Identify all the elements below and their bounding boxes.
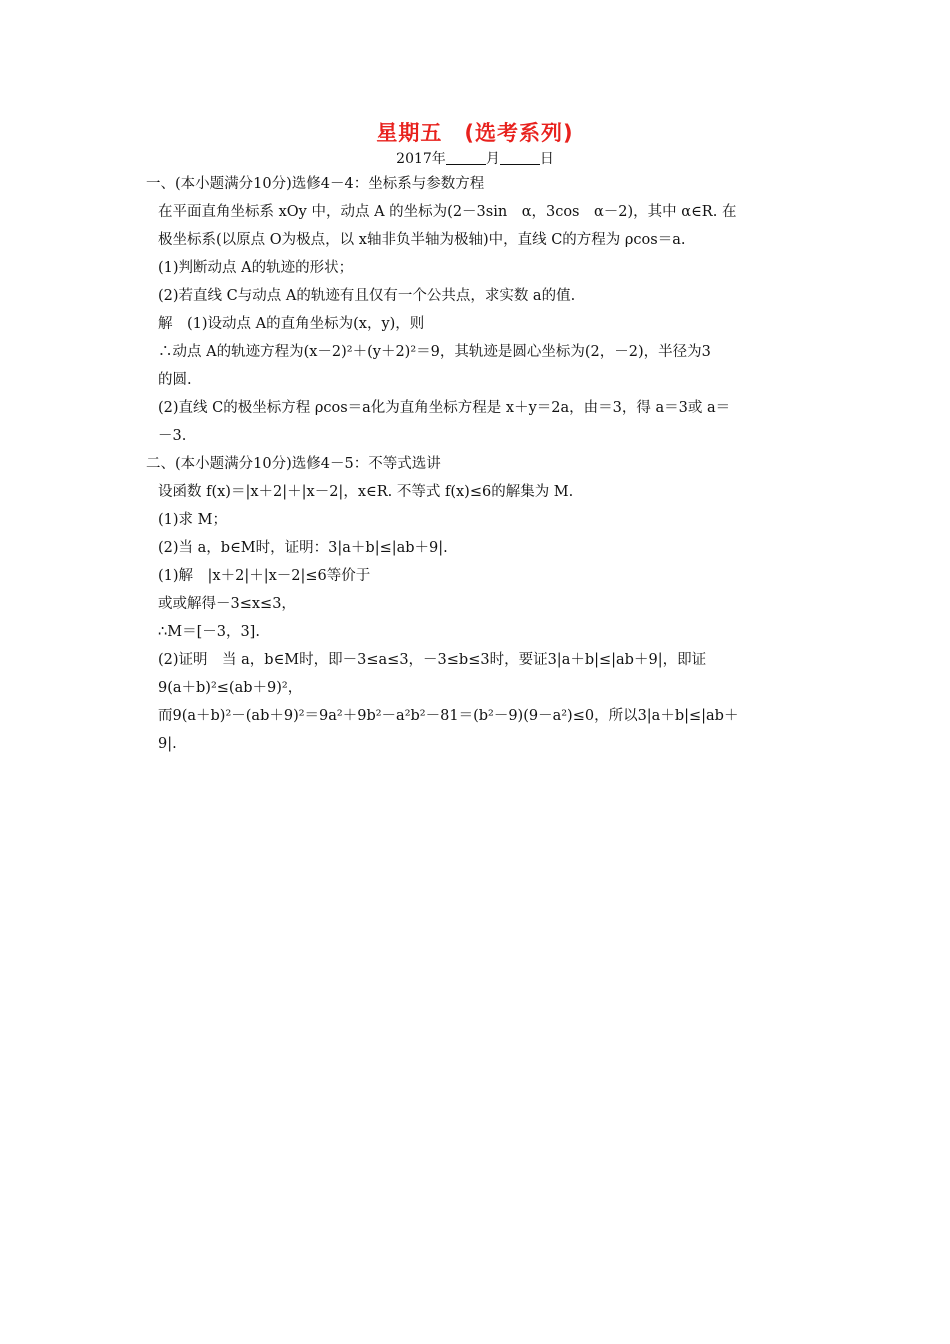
section1-heading: 一、(本小题满分10分)选修4－4：坐标系与参数方程 [146, 176, 485, 192]
section2-line: (1)求 M； [158, 512, 227, 528]
section1-line: (2)若直线 C与动点 A的轨迹有且仅有一个公共点，求实数 a的值. [158, 288, 576, 304]
section1-line: ∴动点 A的轨迹方程为(x－2)²＋(y＋2)²＝9，其轨迹是圆心坐标为(2，－2)，半径为3 [158, 344, 711, 360]
section2-line: 或或解得－3≤x≤3， [158, 596, 296, 612]
section2-line: 设函数 f(x)＝|x＋2|＋|x－2|，x∈R. 不等式 f(x)≤6的解集为 M. [158, 484, 574, 500]
day-blank [500, 150, 540, 165]
section1-line: (1)判断动点 A的轨迹的形状； [158, 260, 354, 276]
date-year: 2017年 [396, 151, 446, 167]
section1-line: 在平面直角坐标系 xOy 中，动点 A 的坐标为(2－3sin α，3cos α－2)，其中 α∈R. 在 [158, 204, 737, 220]
section1-line: (2)直线 C的极坐标方程 ρcos＝a化为直角坐标方程是 x＋y＝2a，由＝3，得 a＝3或 a＝ [158, 400, 731, 416]
section2-line: ∴M＝[－3，3]. [158, 624, 260, 640]
section2-line: 而9(a＋b)²－(ab＋9)²＝9a²＋9b²－a²b²－81＝(b²－9)(9－a²)≤0，所以3|a＋b|≤|ab＋ [158, 708, 739, 724]
section1-line: 解 (1)设动点 A的直角坐标为(x，y)，则 [158, 316, 425, 332]
month-blank [446, 150, 486, 165]
section2-line: (2)当 a，b∈M时，证明：3|a＋b|≤|ab＋9|. [158, 540, 448, 556]
section1-line: －3. [158, 428, 187, 444]
section1-line: 极坐标系(以原点 O为极点，以 x轴非负半轴为极轴)中，直线 C的方程为 ρcos＝a. [158, 232, 686, 248]
section2-line: (2)证明 当 a，b∈M时，即－3≤a≤3，－3≤b≤3时，要证3|a＋b|≤|ab＋9|，即证 [158, 652, 707, 668]
section1-line: 的圆. [158, 372, 192, 388]
date-month: 月 [485, 151, 500, 167]
date-day: 日 [539, 151, 554, 167]
section2-line: (1)解 |x＋2|＋|x－2|≤6等价于 [158, 568, 371, 584]
date-line [0, 148, 950, 168]
page-title: 星期五 (选考系列) [376, 121, 574, 145]
section2-heading: 二、(本小题满分10分)选修4－5：不等式选讲 [146, 456, 441, 472]
section2-line: 9|. [158, 736, 177, 752]
section2-line: 9(a＋b)²≤(ab＋9)²， [158, 680, 303, 696]
